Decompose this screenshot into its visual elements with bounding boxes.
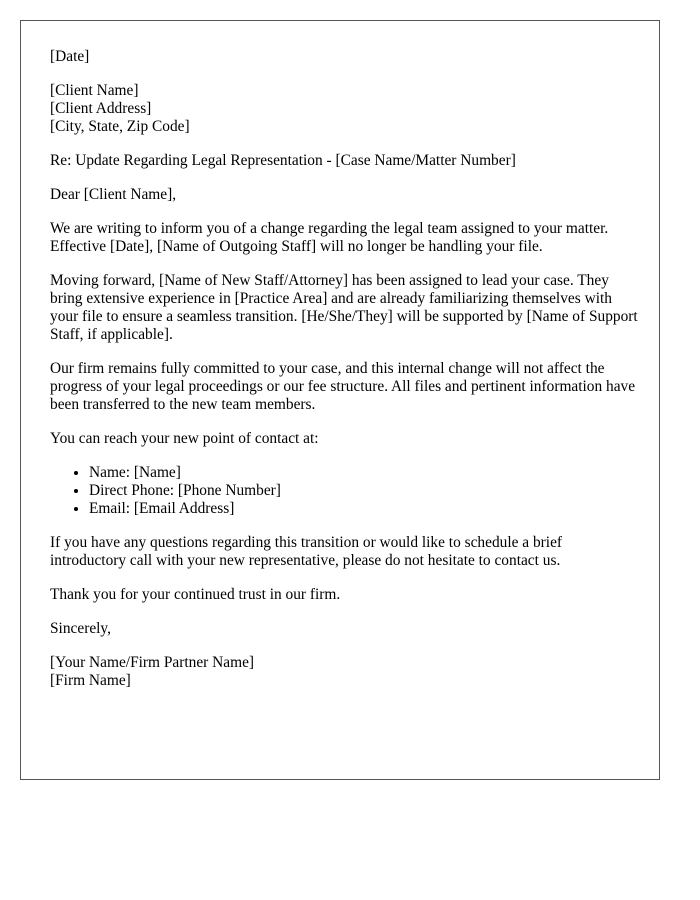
- contact-item-email: • Email: [Email Address]: [89, 500, 640, 518]
- signature-name: [Your Name/Firm Partner Name]: [50, 654, 255, 671]
- subject-line: Re: Update Regarding Legal Representation - [Case Name/Matter Number]: [50, 152, 516, 169]
- letter-page: [20, 20, 660, 780]
- body-paragraph-thanks: Thank you for your continued trust in our firm.: [50, 586, 341, 603]
- body-paragraph-questions: If you have any questions regarding this transition or would like to schedule a brief introductory call with your new representative, please do not hesitate to contact us.: [50, 534, 563, 569]
- letter-date: [Date]: [50, 48, 90, 65]
- signature-firm: [Firm Name]: [50, 672, 131, 689]
- recipient-city-state-zip: [City, State, Zip Code]: [50, 118, 190, 135]
- recipient-address: [Client Address]: [50, 100, 152, 117]
- signature-block: [50, 654, 640, 690]
- letter-content: [50, 48, 640, 706]
- contact-item-phone: • Direct Phone: [Phone Number]: [89, 482, 640, 500]
- recipient-address-block: [50, 82, 640, 136]
- contact-list: [50, 464, 640, 518]
- body-paragraph-change-notice: We are writing to inform you of a change regarding the legal team assigned to your matter. Effective [Date], [Name of Outgoing Staff] will no longer be handling your file.: [50, 220, 609, 255]
- contact-item-name: • Name: [Name]: [89, 464, 640, 482]
- salutation: Dear [Client Name],: [50, 186, 177, 203]
- body-paragraph-new-staff: Moving forward, [Name of New Staff/Attorney] has been assigned to lead your case. They bring extensive experience in [Practice Area] and are already familiarizing themselves with your file to ensure a seamless transition. [He/She/They] will be supported by [Name of Support Staff, if applicable].: [50, 272, 638, 343]
- closing: Sincerely,: [50, 620, 111, 637]
- body-paragraph-contact-intro: You can reach your new point of contact at:: [50, 430, 319, 447]
- recipient-name: [Client Name]: [50, 82, 139, 99]
- body-paragraph-commitment: Our firm remains fully committed to your case, and this internal change will not affect the progress of your legal proceedings or our fee structure. All files and pertinent information have been transferred to the new team members.: [50, 360, 636, 413]
